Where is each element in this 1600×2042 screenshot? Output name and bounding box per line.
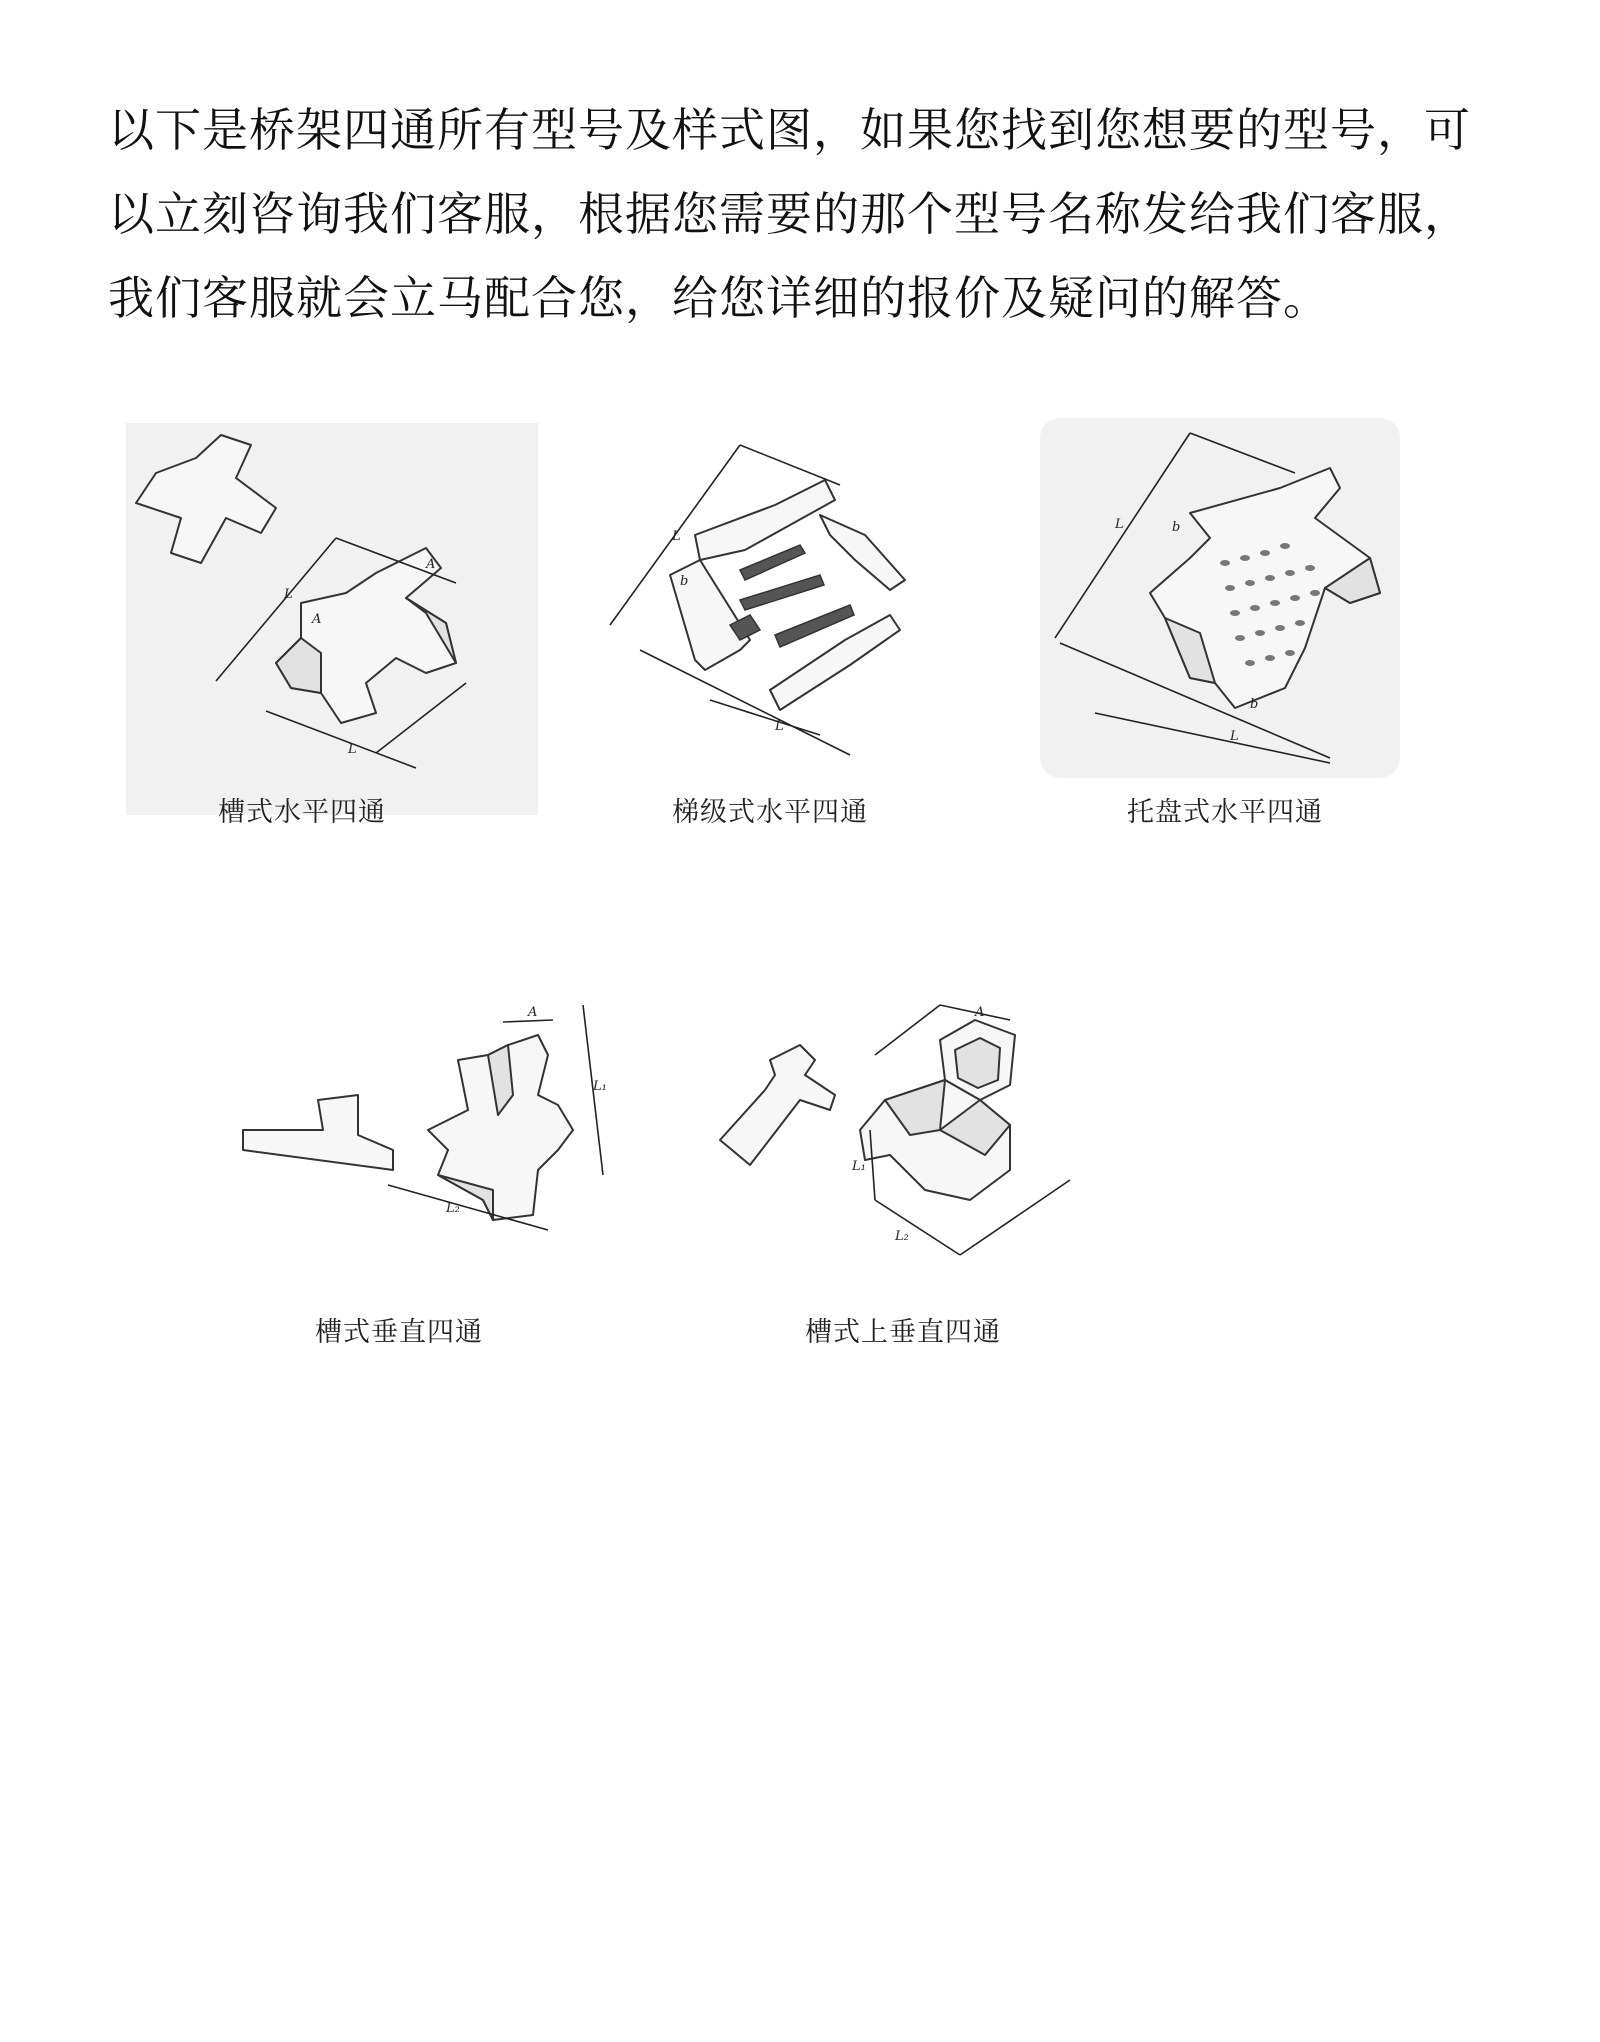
dim-label-b-tray-bottom: b (1250, 697, 1259, 712)
dim-label-b-ladder: b (680, 574, 689, 589)
dim-label-L-bottom: L (348, 742, 357, 757)
figure-trough-upward-vertical-cross (710, 1000, 1100, 1270)
caption-trough-upward-vertical-cross: 槽式上垂直四通 (805, 1317, 1001, 1348)
intro-line-1: 以下是桥架四通所有型号及样式图，如果您找到您想要的型号，可 (108, 103, 1471, 157)
trough-horizontal-cross-drawing (126, 423, 538, 815)
figure-trough-horizontal-cross (126, 423, 538, 815)
intro-line-2: 以立刻咨询我们客服，根据您需要的那个型号名称发给我们客服， (108, 187, 1471, 241)
dim-label-A-left: A (312, 612, 322, 627)
tray-horizontal-cross-drawing (1040, 418, 1400, 778)
trough-vertical-cross-drawing (238, 1000, 618, 1250)
dim-label-L2-vertical: L₂ (446, 1201, 460, 1216)
caption-trough-vertical-cross: 槽式垂直四通 (315, 1317, 483, 1348)
trough-upward-vertical-cross-drawing (710, 1000, 1100, 1270)
figure-tray-horizontal-cross (1040, 418, 1400, 778)
caption-trough-horizontal-cross: 槽式水平四通 (218, 797, 386, 828)
dim-label-L: L (284, 587, 293, 602)
dim-label-L-ladder: L (672, 529, 681, 544)
figure-trough-vertical-cross (238, 1000, 618, 1250)
dim-label-A-vertical: A (528, 1005, 538, 1020)
dim-label-A-upward: A (975, 1005, 985, 1020)
dim-label-b-tray: b (1172, 520, 1181, 535)
intro-paragraph (108, 88, 1508, 340)
caption-tray-horizontal-cross: 托盘式水平四通 (1127, 797, 1323, 828)
dim-label-L-tray: L (1115, 517, 1124, 532)
figure-ladder-horizontal-cross (600, 425, 930, 770)
caption-ladder-horizontal-cross: 梯级式水平四通 (672, 797, 868, 828)
dim-label-L-ladder-bottom: L (775, 719, 784, 734)
dim-label-L1-upward: L₁ (852, 1159, 866, 1174)
dim-label-L2-upward: L₂ (895, 1229, 909, 1244)
intro-line-3: 我们客服就会立马配合您，给您详细的报价及疑问的解答。 (108, 271, 1330, 325)
ladder-horizontal-cross-drawing (600, 425, 930, 770)
dim-label-A: A (426, 557, 436, 572)
dim-label-L-tray-bottom: L (1230, 729, 1239, 744)
dim-label-L1-vertical: L₁ (593, 1079, 607, 1094)
